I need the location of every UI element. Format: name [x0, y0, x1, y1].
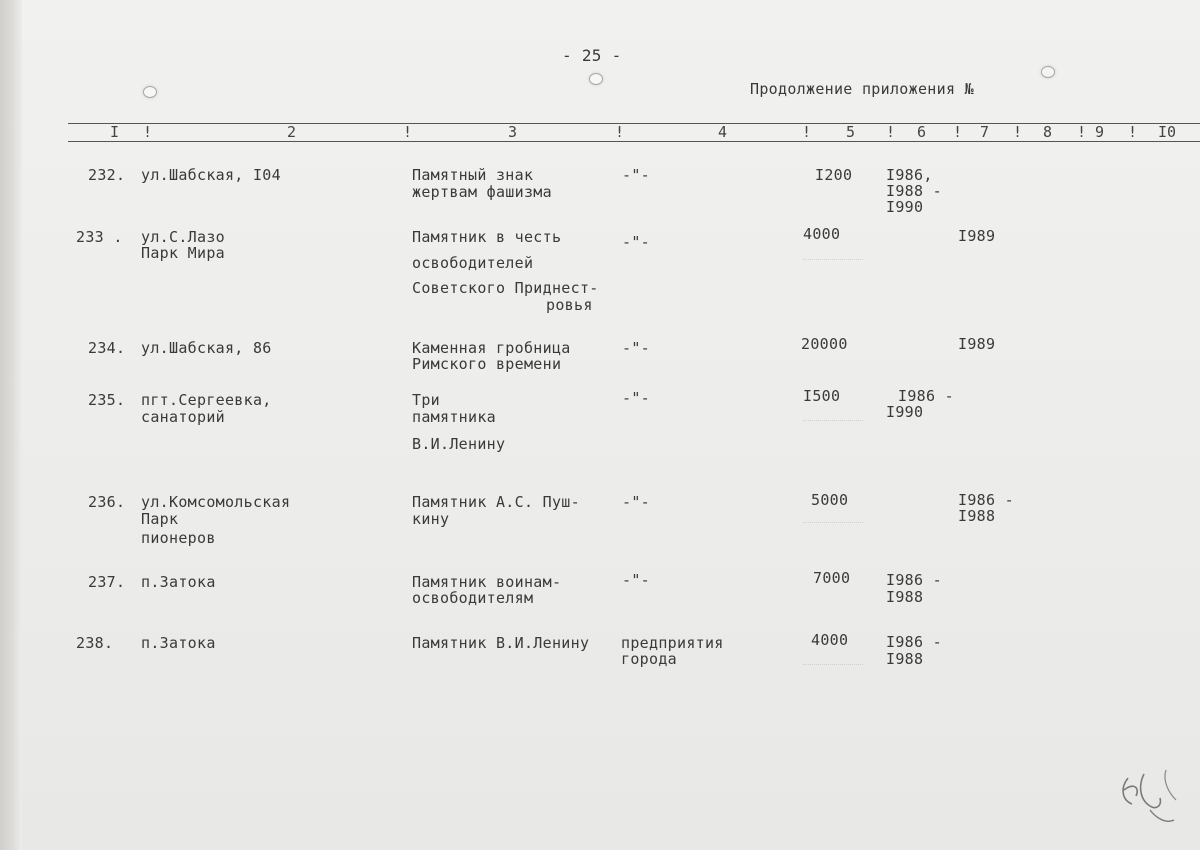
pencil-dotted-mark [803, 420, 863, 421]
row-number: 236. [88, 493, 126, 511]
column-separator: ! [1077, 123, 1087, 141]
row-number: 232. [88, 166, 126, 184]
row-years: I988 [886, 650, 924, 668]
row-monument-name: освободителей [412, 254, 534, 272]
punch-hole [1041, 66, 1055, 78]
row-monument-name: жертвам фашизма [412, 183, 552, 201]
row-years: I986 - [886, 571, 942, 589]
table-header-bottom-rule [68, 141, 1200, 142]
row-number: 234. [88, 339, 126, 357]
row-monument-name: Памятник воинам- [412, 573, 562, 591]
pencil-dotted-mark [803, 522, 863, 523]
row-monument-name: Каменная гробница [412, 339, 571, 357]
row-address: п.Затока [141, 634, 216, 652]
row-address: пгт.Сергеевка, [141, 391, 272, 409]
column-separator: ! [1128, 123, 1138, 141]
row-monument-name: Советского Приднест- [412, 279, 599, 297]
row-years: I990 [886, 198, 924, 216]
row-cost: I200 [815, 166, 853, 184]
row-address: п.Затока [141, 573, 216, 591]
punch-hole [143, 86, 157, 98]
row-monument-name: Римского времени [412, 355, 562, 373]
row-number: 238. [76, 634, 114, 652]
column-header-10: I0 [1158, 123, 1177, 141]
row-completion-year: I989 [958, 335, 996, 353]
row-number: 237. [88, 573, 126, 591]
row-monument-name: ровья [546, 296, 593, 314]
row-cost: 20000 [801, 335, 848, 353]
column-header-9: 9 [1095, 123, 1105, 141]
column-header-2: 2 [287, 123, 297, 141]
row-cost: 4000 [811, 631, 849, 649]
row-cost: 5000 [811, 491, 849, 509]
row-monument-name: Памятный знак [412, 166, 534, 184]
row-completion-year: I986 - [958, 491, 1014, 509]
row-completion-year: I988 [958, 507, 996, 525]
row-monument-name: памятника [412, 408, 496, 426]
row-address: Парк [141, 510, 179, 528]
row-address: ул.Шабская, I04 [141, 166, 281, 184]
row-address: ул.Шабская, 86 [141, 339, 272, 357]
row-cost: 7000 [813, 569, 851, 587]
column-header-4: 4 [718, 123, 728, 141]
column-separator: ! [615, 123, 625, 141]
row-cost: 4000 [803, 225, 841, 243]
row-address: Парк Мира [141, 244, 225, 262]
column-header-8: 8 [1043, 123, 1053, 141]
row-years: I990 [886, 403, 924, 421]
row-years: I988 - [886, 182, 942, 200]
row-cost: I500 [803, 387, 841, 405]
row-years: I986 - [886, 633, 942, 651]
row-monument-name: Памятник В.И.Ленину [412, 634, 590, 652]
row-ditto-mark: -"- [622, 166, 650, 184]
pencil-dotted-mark [803, 259, 863, 260]
row-monument-name: Памятник А.С. Пуш- [412, 493, 580, 511]
row-number: 233 . [76, 228, 123, 246]
column-header-7: 7 [980, 123, 990, 141]
row-ditto-mark: -"- [622, 233, 650, 251]
column-header-3: 3 [508, 123, 518, 141]
column-header-6: 6 [917, 123, 927, 141]
punch-hole [589, 73, 603, 85]
column-header-5: 5 [846, 123, 856, 141]
pencil-dotted-mark [803, 664, 863, 665]
row-address: пионеров [141, 529, 216, 547]
table-header-top-rule [68, 123, 1200, 124]
row-ditto-mark: -"- [622, 493, 650, 511]
row-completion-year: I989 [958, 227, 996, 245]
page-number: - 25 - [562, 46, 622, 65]
row-monument-name: кину [412, 510, 450, 528]
row-years: I986, [886, 166, 933, 184]
column-header-1: I [110, 123, 120, 141]
column-separator: ! [1013, 123, 1023, 141]
row-address: ул.Комсомольская [141, 493, 291, 511]
row-monument-name: Памятник в честь [412, 228, 562, 246]
row-address: ул.С.Лазо [141, 228, 225, 246]
appendix-continuation-note: Продолжение приложения № [750, 80, 974, 98]
column-separator: ! [143, 123, 153, 141]
row-monument-name: освободителям [412, 589, 534, 607]
row-responsible-party: города [621, 650, 677, 668]
row-responsible-party: предприятия [621, 634, 724, 652]
row-address: санаторий [141, 408, 225, 426]
row-ditto-mark: -"- [622, 389, 650, 407]
row-monument-name: Три [412, 391, 440, 409]
row-ditto-mark: -"- [622, 339, 650, 357]
column-separator: ! [886, 123, 896, 141]
handwritten-sheet-number [1110, 760, 1180, 830]
column-separator: ! [953, 123, 963, 141]
column-separator: ! [802, 123, 812, 141]
row-ditto-mark: -"- [622, 571, 650, 589]
row-years: I986 - [898, 387, 954, 405]
column-separator: ! [403, 123, 413, 141]
row-monument-name: В.И.Ленину [412, 435, 506, 453]
row-years: I988 [886, 588, 924, 606]
row-number: 235. [88, 391, 126, 409]
page-edge-shadow [0, 0, 22, 850]
